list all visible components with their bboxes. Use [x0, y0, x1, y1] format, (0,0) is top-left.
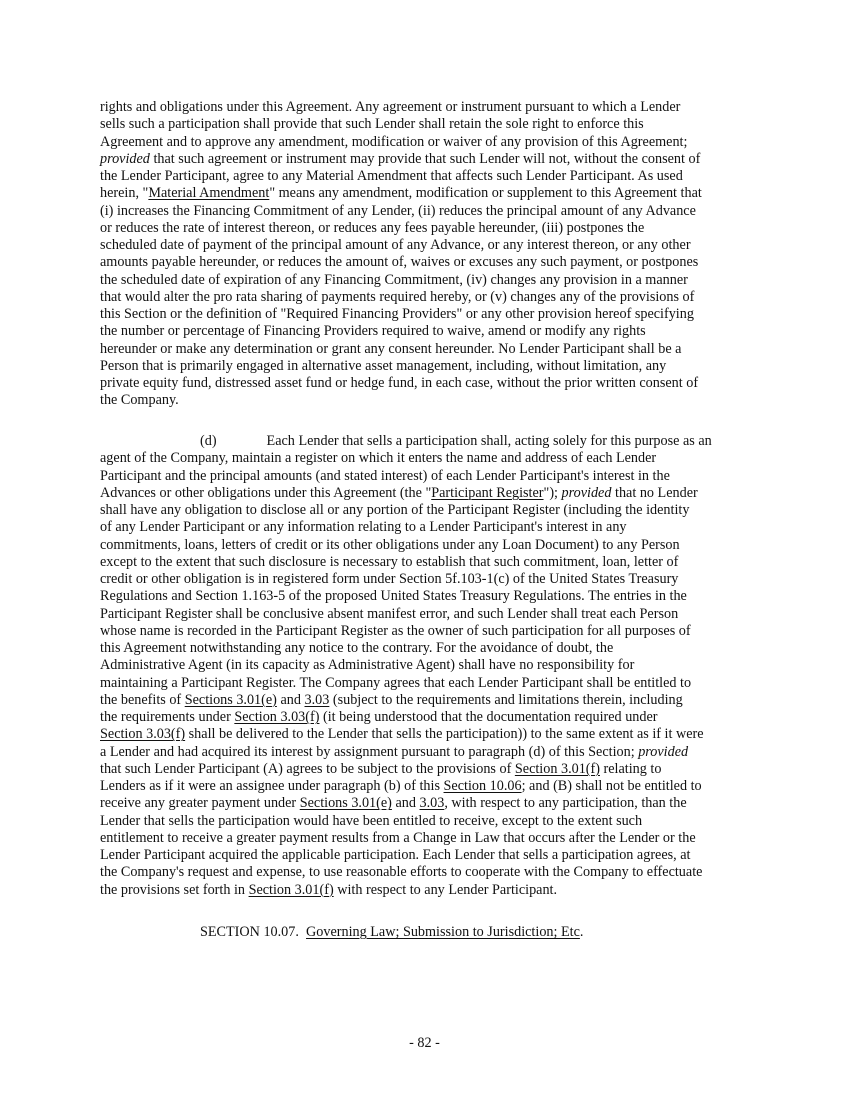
text-line: credit or other obligation is in registered form under Section 5f.103-1(c) of the United States Treasury	[100, 571, 679, 587]
defined-term-participant-register: Participant Register	[431, 484, 544, 501]
text-run: herein, "	[100, 185, 149, 202]
text-line: the scheduled date of expiration of any Financing Commitment, (iv) changes any provision in a manner	[100, 271, 688, 288]
section-reference: 3.03	[304, 691, 330, 708]
text-run: ; and (B) shall not be entitled to	[521, 778, 702, 794]
section-heading	[200, 924, 583, 941]
text-run: the provisions set forth in	[100, 881, 249, 898]
text-line: the Lender Participant, agree to any Material Amendment that affects such Lender Participant. As used	[100, 168, 683, 184]
text-line	[100, 726, 751, 743]
text-line: sells such a participation shall provide that such Lender shall retain the sole right to enforce this	[100, 116, 644, 133]
text-run: with respect to any Lender Participant.	[333, 881, 558, 898]
text-line: Lender that sells the participation would have been entitled to receive, except to the extent such	[100, 812, 643, 829]
text-run: , with respect to any participation, than the	[444, 795, 687, 812]
text-line	[100, 744, 751, 761]
text-line: Lender Participant acquired the applicable participation. Each Lender that sells a participation agrees, at	[100, 847, 691, 863]
text-line: Participant and the principal amounts (and stated interest) of each Lender Participant's interest in the	[100, 467, 670, 484]
text-line: private equity fund, distressed asset fund or hedge fund, in each case, without the prior written consent of	[100, 375, 699, 391]
italic-term: provided	[638, 743, 689, 760]
text-line: or reduces the rate of interest thereon, or reduces any fees payable hereunder, (iii) postpones the	[100, 219, 645, 236]
text-line: agent of the Company, maintain a register on which it enters the name and address of each Lender	[100, 450, 657, 467]
text-line: Participant Register shall be conclusive absent manifest error, and such Lender shall treat each Person	[100, 605, 679, 622]
text-line: Person that is primarily engaged in alternative asset management, including, without limitation, any	[100, 357, 667, 374]
text-line: this Agreement notwithstanding any notice to the contrary. For the avoidance of doubt, the	[100, 640, 614, 656]
text-line: whose name is recorded in the Participant Register as the owner of such participation for all purposes of	[100, 622, 691, 639]
text-run: (subject to the requirements and limitations therein, including	[329, 691, 683, 708]
text-run: " means any amendment, modification or supplement to this Agreement that	[269, 185, 702, 202]
text-line: the Company.	[100, 392, 179, 409]
text-run: the benefits of	[100, 691, 185, 708]
section-reference: Section 3.03(f)	[234, 709, 320, 725]
text-run: relating to	[599, 760, 662, 777]
text-line	[100, 151, 751, 168]
text-line: Administrative Agent (in its capacity as Administrative Agent) shall have no responsibility for	[100, 657, 635, 674]
text-line: the Company's request and expense, to use reasonable efforts to cooperate with the Company to effectuate	[100, 864, 703, 881]
text-run: shall be delivered to the Lender that sells the participation)) to the same extent as if it were	[185, 726, 704, 743]
text-run: Each Lender that sells a participation shall, acting solely for this purpose as an	[266, 433, 712, 449]
text-line	[100, 433, 751, 450]
text-line: (i) increases the Financing Commitment of any Lender, (ii) reduces the principal amount of any Advance	[100, 202, 696, 219]
italic-term: provided	[100, 150, 150, 167]
text-line	[100, 485, 751, 502]
text-line	[100, 185, 751, 202]
text-line	[100, 795, 751, 812]
text-run: and	[276, 691, 305, 708]
section-reference: Sections 3.01(e)	[184, 691, 277, 708]
text-line: hereunder or make any determination or grant any consent hereunder. No Lender Participant shall be a	[100, 340, 682, 357]
text-line: rights and obligations under this Agreement. Any agreement or instrument pursuant to which a Lender	[100, 99, 681, 115]
text-run: and	[391, 795, 420, 812]
text-run: that such Lender Participant (A) agrees to be subject to the provisions of	[100, 760, 515, 777]
section-number: SECTION 10.07.	[200, 924, 299, 940]
text-line: maintaining a Participant Register. The Company agrees that each Lender Participant shall be entitled to	[100, 674, 692, 691]
text-run: Lenders as if it were an assignee under paragraph (b) of this	[100, 778, 444, 794]
text-run: receive any greater payment under	[100, 795, 300, 812]
text-line: entitlement to receive a greater payment results from a Change in Law that occurs after the Lender or the	[100, 829, 696, 846]
text-line: this Section or the definition of "Required Financing Providers" or any other provision hereof specifying	[100, 306, 694, 322]
text-run: Advances or other obligations under this Agreement (the "	[100, 484, 432, 501]
paragraph-label: (d)	[200, 433, 217, 449]
section-reference: Section 3.01(f)	[514, 760, 600, 777]
italic-term: provided	[561, 484, 612, 501]
section-reference: Sections 3.01(e)	[299, 795, 392, 812]
paragraph-c-continued	[100, 99, 751, 410]
text-line: the number or percentage of Financing Providers required to waive, amend or modify any rights	[100, 323, 646, 340]
text-line: scheduled date of payment of the principal amount of any Advance, or any interest thereon, or any other	[100, 237, 691, 253]
text-line	[100, 709, 751, 726]
text-run: that such agreement or instrument may provide that such Lender will not, without the consent of	[149, 150, 701, 167]
defined-term-material-amendment: Material Amendment	[148, 185, 270, 202]
text-run: a Lender and had acquired its interest by assignment pursuant to paragraph (d) of this Section;	[100, 743, 639, 760]
text-line: except to the extent that such disclosure is necessary to establish that such commitment, loan, letter of	[100, 553, 679, 570]
text-run: that no Lender	[611, 484, 698, 501]
text-run: (it being understood that the documentation required under	[319, 709, 658, 725]
text-line	[100, 692, 751, 709]
section-reference: Section 10.06	[443, 778, 522, 794]
text-line: that would alter the pro rata sharing of payments required hereby, or (v) changes any of the provisions of	[100, 288, 695, 305]
section-reference: Section 3.03(f)	[100, 726, 186, 743]
section-reference: Section 3.01(f)	[248, 881, 334, 898]
section-title: Governing Law; Submission to Jurisdiction; Etc	[306, 924, 580, 940]
page-number: - 82 -	[409, 1035, 440, 1051]
text-line: amounts payable hereunder, or reduces the amount of, waives or excuses any such payment, or postpones	[100, 254, 699, 271]
text-line	[100, 882, 751, 899]
section-reference: 3.03	[419, 795, 445, 812]
text-line: Regulations and Section 1.163-5 of the proposed United States Treasury Regulations. The entries in the	[100, 588, 687, 605]
paragraph-d	[100, 433, 751, 899]
text-line: Agreement and to approve any amendment, modification or waiver of any provision of this Agreement;	[100, 133, 688, 150]
section-title-period: .	[579, 924, 584, 940]
text-run: ");	[543, 484, 562, 501]
text-line	[100, 778, 751, 795]
text-line: of any Lender Participant or any information relating to a Lender Participant's interest in any	[100, 519, 627, 536]
text-line: shall have any obligation to disclose all or any portion of the Participant Register (including the identity	[100, 502, 690, 518]
text-line: commitments, loans, letters of credit or its other obligations under any Loan Document) to any Person	[100, 536, 680, 553]
text-line	[100, 761, 751, 778]
text-run: the requirements under	[100, 709, 235, 725]
